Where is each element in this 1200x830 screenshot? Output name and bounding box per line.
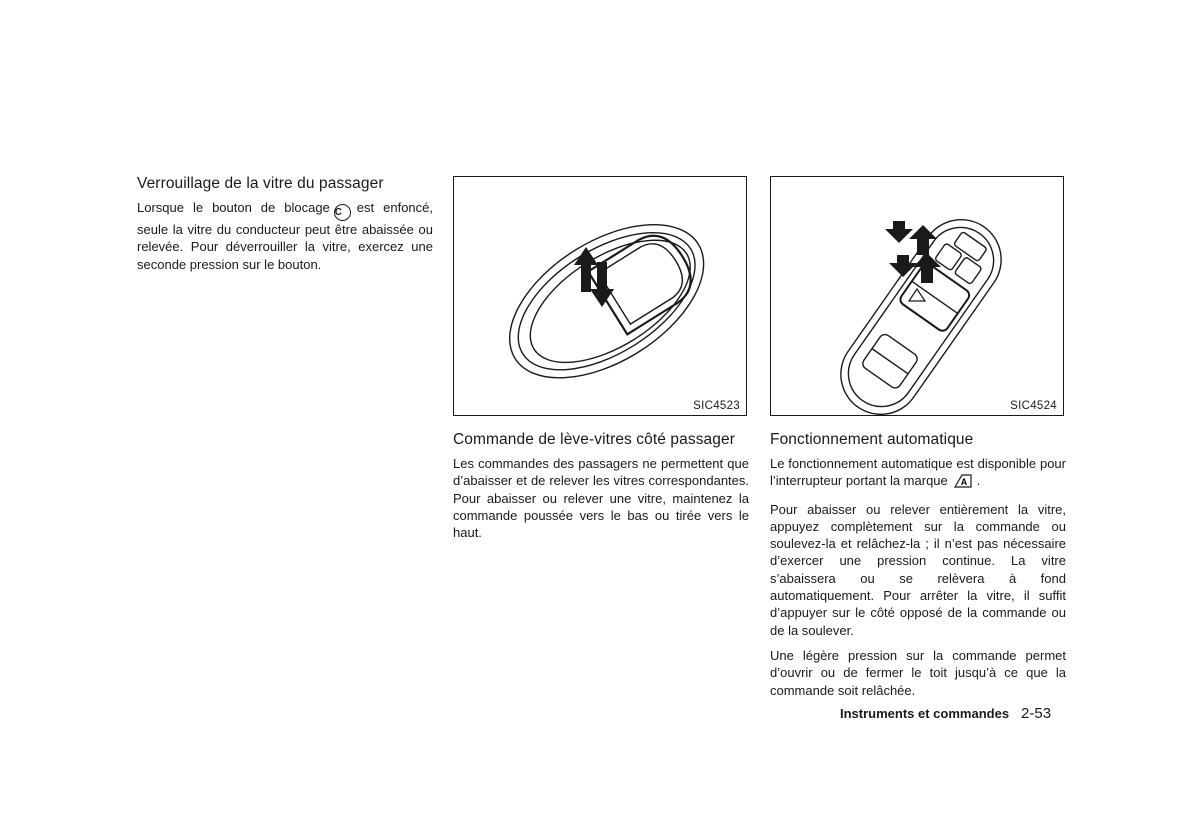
paragraph-text-part2: . xyxy=(976,473,981,489)
figure-driver-switch-panel xyxy=(770,176,1064,416)
paragraph-passenger-control: Les commandes des passagers ne permettent que d’abaisser et de relever les vitres correspondantes. Pour abaisser ou relever une vitre, maintenez la commande poussée vers le bas ou tirée vers le haut. xyxy=(453,456,749,541)
passenger-window-switch-icon xyxy=(454,177,746,415)
column-middle xyxy=(453,174,749,549)
figure-passenger-switch xyxy=(453,176,747,416)
figure-code-label: SIC4523 xyxy=(693,400,740,412)
lock-button-c-icon: C xyxy=(334,204,351,221)
footer-section-title: Instruments et commandes xyxy=(840,706,1010,721)
auto-mark-letter: A xyxy=(960,477,968,488)
section-heading-automatic: Fonctionnement automatique xyxy=(770,431,974,448)
column-right xyxy=(770,174,1066,707)
paragraph-automatic-usage: Pour abaisser ou relever entièrement la vitre, appuyez complètement sur la commande ou soulevez-la et relâchez-la ; il n’est pas nécessaire d’exercer une pression continue. La vitre s’abaissera ou se relèvera à fond automatiquement. Pour arrêter la vitre, il suffit d’appuyer sur le côté opposé de la commande ou de la soulever. xyxy=(770,501,1066,638)
section-heading-passenger-lock: Verrouillage de la vitre du passager xyxy=(137,175,384,192)
page-number: 2-53 xyxy=(1021,705,1052,722)
paragraph-automatic-intro xyxy=(770,455,1066,493)
section-heading-passenger-control: Commande de lève-vitres côté passager xyxy=(453,431,735,448)
paragraph-automatic-roof: Une légère pression sur la commande permet d’ouvrir ou de fermer le toit jusqu’à ce que la commande soit relâchée. xyxy=(770,647,1066,698)
paragraph-text-part1: Lorsque le bouton de blocage xyxy=(137,200,330,215)
paragraph-passenger-lock xyxy=(137,199,433,273)
column-left xyxy=(137,174,433,281)
paragraph-text-part1: Le fonctionnement automatique est disponible pour l’interrupteur portant la marque xyxy=(770,456,1066,489)
figure-code-label: SIC4524 xyxy=(1010,400,1057,412)
auto-mark-icon xyxy=(954,474,972,492)
page-footer xyxy=(840,705,1051,722)
paragraph-text-part2: est enfoncé, seule la vitre du conducteur peut être abaissée ou relevée. Pour déverrouiller la vitre, exercez une seconde pression sur le bouton. xyxy=(137,200,433,272)
driver-window-switch-panel-icon xyxy=(771,177,1063,415)
